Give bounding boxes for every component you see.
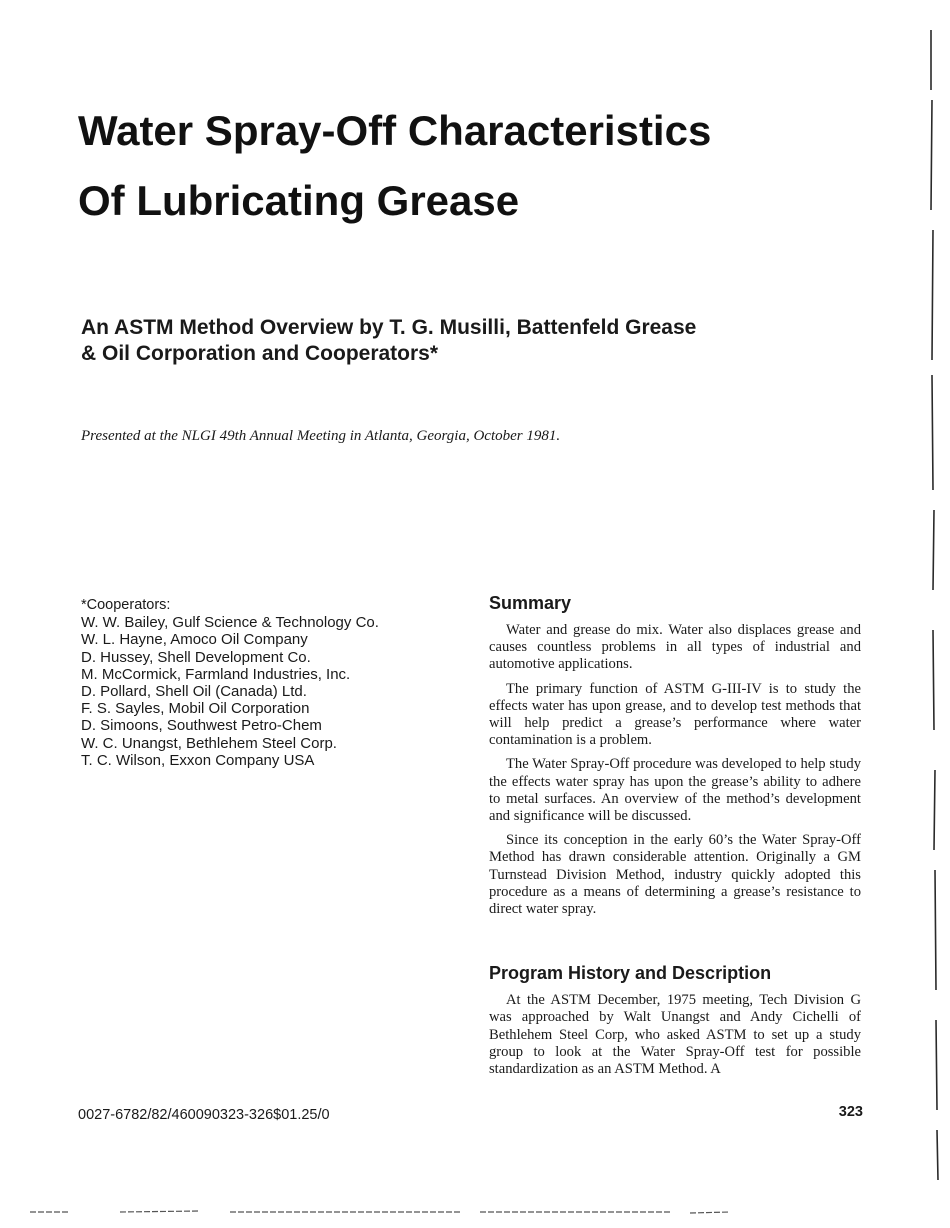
right-column — [489, 592, 861, 1085]
cooperators-list — [81, 597, 461, 769]
title-line-2: Of Lubricating Grease — [78, 177, 520, 224]
presented-note: Presented at the NLGI 49th Annual Meeting in Atlanta, Georgia, October 1981. — [81, 428, 561, 444]
article-subtitle — [81, 315, 781, 367]
scan-edge-right — [926, 30, 942, 1180]
summary-paragraph: The primary function of ASTM G-III-IV is to study the effects water has upon grease, and to develop test methods that will help predict a grease’s performance where water contamination is a problem. — [489, 680, 861, 749]
cooperator-name: D. Hussey, Shell Development Co. — [81, 648, 311, 666]
subtitle-line-1: An ASTM Method Overview by T. G. Musilli, Battenfeld Grease — [81, 316, 697, 339]
summary-section — [489, 592, 861, 918]
cooperator-name: F. S. Sayles, Mobil Oil Corporation — [81, 700, 310, 718]
summary-paragraph: The Water Spray-Off procedure was developed to help study the effects water spray has upon the grease’s ability to adhere to metal surfaces. An overview of the method’s development and significance will be discussed. — [489, 756, 861, 825]
article-title — [78, 96, 838, 236]
cooperator-name: D. Pollard, Shell Oil (Canada) Ltd. — [81, 683, 307, 701]
page-number: 323 — [838, 1104, 863, 1120]
cooperator-name: D. Simoons, Southwest Petro-Chem — [81, 717, 322, 735]
cooperator-name: T. C. Wilson, Exxon Company USA — [81, 751, 315, 769]
issn-code: 0027-6782/82/460090323-326$01.25/0 — [78, 1107, 330, 1123]
summary-paragraph: Since its conception in the early 60’s the Water Spray-Off Method has drawn considerable attention. Originally a GM Turnstead Division Method, industry quickly adopted this procedure as a means of determining a grease’s resistance to direct water spray. — [489, 832, 861, 918]
history-section — [489, 962, 861, 1078]
cooperator-name: W. W. Bailey, Gulf Science & Technology Co. — [81, 614, 379, 632]
cooperators-heading: *Cooperators: — [81, 597, 171, 613]
scan-edge-bottom — [30, 1206, 910, 1218]
cooperator-name: W. L. Hayne, Amoco Oil Company — [81, 631, 308, 649]
history-paragraph: At the ASTM December, 1975 meeting, Tech Division G was approached by Walt Unangst and Andy Cichelli of Bethlehem Steel Corp, who asked ASTM to set up a study group to look at the Water Spray-Off test for possible standardization as an ASTM Method. A — [489, 992, 861, 1078]
summary-heading: Summary — [489, 593, 572, 613]
summary-paragraph: Water and grease do mix. Water also displaces grease and causes countless problems in all types of industrial and automotive applications. — [489, 622, 861, 673]
history-heading: Program History and Description — [489, 963, 772, 984]
cooperator-name: M. McCormick, Farmland Industries, Inc. — [81, 665, 351, 683]
title-line-1: Water Spray-Off Characteristics — [78, 107, 712, 154]
cooperator-name: W. C. Unangst, Bethlehem Steel Corp. — [81, 734, 337, 752]
subtitle-line-2: & Oil Corporation and Cooperators* — [81, 342, 439, 365]
